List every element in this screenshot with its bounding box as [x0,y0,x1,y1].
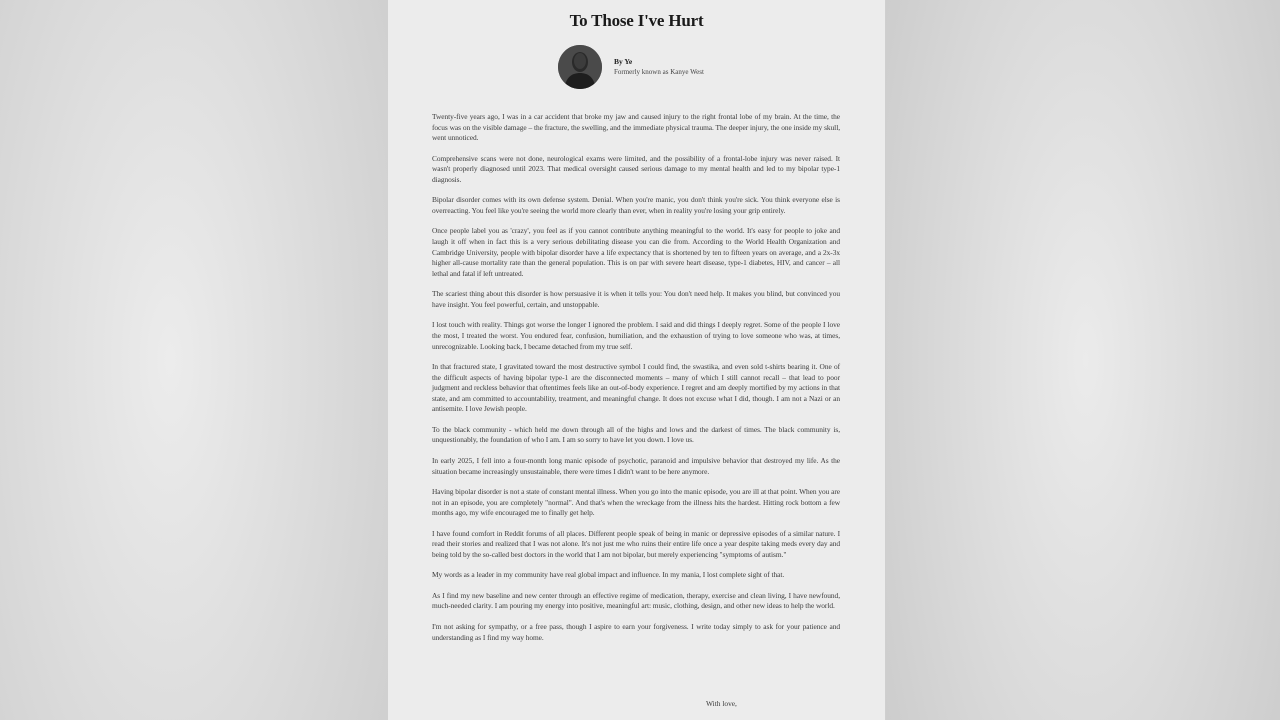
paragraph: To the black community - which held me down through all of the highs and lows and the darkest of times. The black community is, unquestionably, the foundation of who I am. I am so sorry to have let you down. I love us. [432,424,840,445]
paragraph: I have found comfort in Reddit forums of all places. Different people speak of being in manic or depressive episodes of a similar nature. I read their stories and realized that I was not alone. It's not just me who ruins their entire life once a year despite taking meds every day and being told by the so-called best doctors in the world that I am not bipolar, but merely experiencing "symptoms of autism." [432,528,840,559]
letter-page [388,0,885,720]
paragraph: In that fractured state, I gravitated toward the most destructive symbol I could find, the swastika, and even sold t-shirts bearing it. One of the difficult aspects of having bipolar type-1 are the disconnected moments – many of which I still cannot recall – that lead to poor judgment and reckless behavior that oftentimes feels like an out-of-body experience. I regret and am deeply mortified by my actions in that state, and am committed to accountability, treatment, and meaningful change. It does not excuse what I did, though. I am not a Nazi or an antisemite. I love Jewish people. [432,362,840,414]
author-name: By Ye [614,57,633,66]
byline [558,44,704,90]
paragraph: I lost touch with reality. Things got worse the longer I ignored the problem. I said and did things I deeply regret. Some of the people I love the most, I treated the worst. You endured fear, confusion, humiliation, and the exhaustion of trying to love someone who was, at times, unrecognizable. Looking back, I became detached from my true self. [432,320,840,351]
paragraph: My words as a leader in my community have real global impact and influence. In my mania, I lost complete sight of that. [432,570,785,580]
paragraph: Once people label you as 'crazy', you feel as if you cannot contribute anything meaningful to the world. It's easy for people to joke and laugh it off when in fact this is a very serious debilitating disease you can die from. According to the World Health Organization and Cambridge University, people with bipolar disorder have a life expectancy that is shortened by ten to fifteen years on average, and a 2x-3x higher all-cause mortality rate than the general population. This is on par with severe heart disease, type-1 diabetes, HIV, and cancer – all lethal and fatal if left untreated. [432,226,840,278]
signoff: With love, [706,699,737,708]
paragraph: Twenty-five years ago, I was in a car accident that broke my jaw and caused injury to the right frontal lobe of my brain. At the time, the focus was on the visible damage – the fracture, the swelling, and the immediate physical trauma. The deeper injury, the one inside my skull, went unnoticed. [432,112,840,143]
blurred-background-right [886,0,1280,720]
paragraph: Comprehensive scans were not done, neurological exams were limited, and the possibility of a frontal-lobe injury was never raised. It wasn't properly diagnosed until 2023. That medical oversight caused serious damage to my mental health and led to my bipolar type-1 diagnosis. [432,153,840,184]
letter-body [432,112,840,653]
paragraph: In early 2025, I fell into a four-month long manic episode of psychotic, paranoid and impulsive behavior that destroyed my life. As the situation became increasingly unsustainable, there were times I didn't want to be here anymore. [432,455,840,476]
author-subtitle: Formerly known as Kanye West [614,68,704,76]
letter-title: To Those I've Hurt [569,11,704,30]
paragraph: The scariest thing about this disorder is how persuasive it is when it tells you: You don't need help. It makes you blind, but convinced you have insight. You feel powerful, certain, and unstoppable. [432,289,840,309]
paragraph: I'm not asking for sympathy, or a free pass, though I aspire to earn your forgiveness. I write today simply to ask for your patience and understanding as I find my way home. [432,621,840,642]
byline-text [614,56,704,78]
paragraph: Bipolar disorder comes with its own defense system. Denial. When you're manic, you don't think you're sick. You think everyone else is overreacting. You feel like you're seeing the world more clearly than ever, when in reality you're losing your grip entirely. [432,195,840,215]
paragraph: Having bipolar disorder is not a state of constant mental illness. When you go into the manic episode, you are ill at that point. When you are not in an episode, you are completely "normal". And that's when the wreckage from the illness hits the hardest. Hitting rock bottom a few months ago, my wife encouraged me to finally get help. [432,487,840,518]
author-avatar [558,45,602,89]
paragraph: As I find my new baseline and new center through an effective regime of medication, therapy, exercise and clean living, I have newfound, much-needed clarity. I am pouring my energy into positive, meaningful art: music, clothing, design, and other new ideas to help the world. [432,590,840,611]
